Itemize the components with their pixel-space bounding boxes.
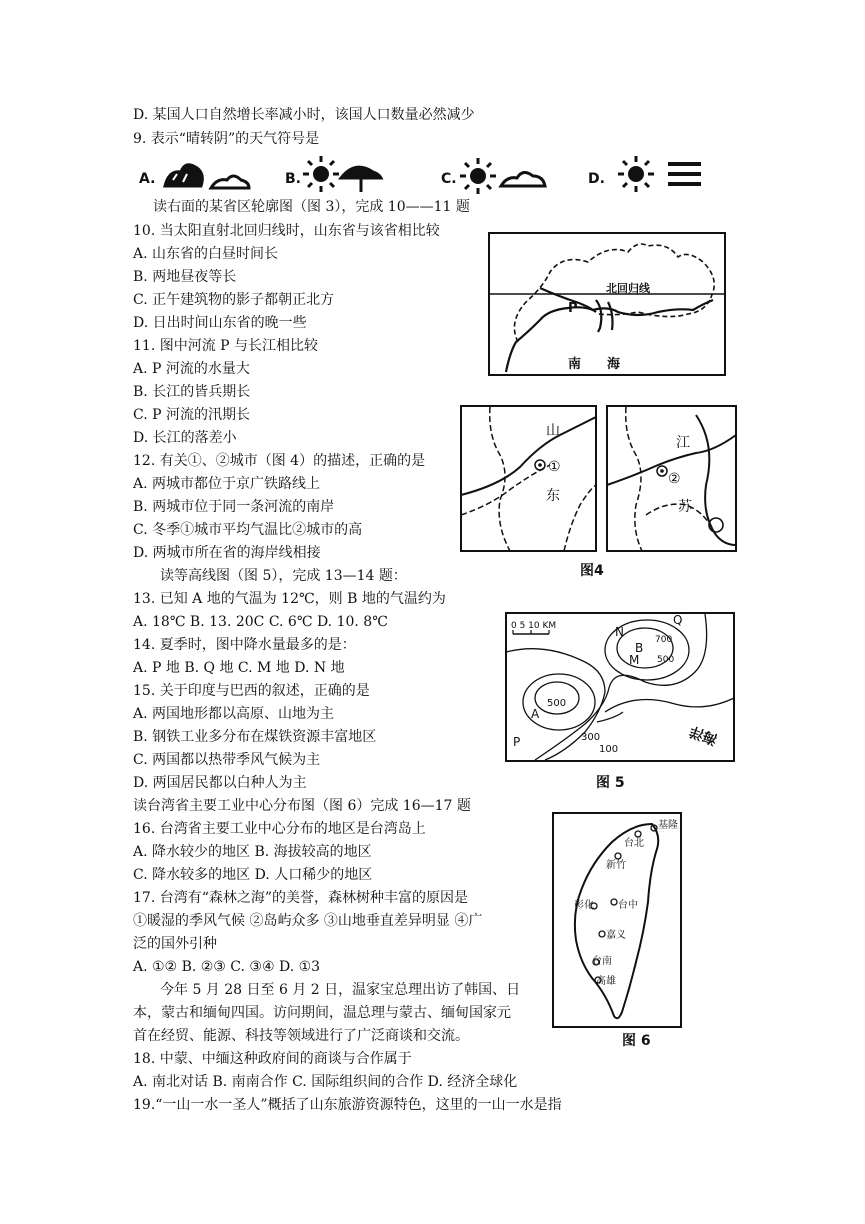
city-chiayi: 嘉义 <box>606 930 626 941</box>
point-b-label: B <box>635 641 644 655</box>
contour-300-label: 300 <box>581 732 601 743</box>
option-text: D. 日出时间山东省的晚一些 <box>133 315 307 331</box>
option-text: ①暖湿的季风气候 ②岛屿众多 ③山地垂直差异明显 ④广 <box>133 913 483 929</box>
option-text: A. P 河流的水量大 <box>133 361 250 377</box>
option-text: B. 钢铁工业多分布在煤铁资源丰富地区 <box>133 729 377 745</box>
instruction-16-17: 读台湾省主要工业中心分布图（图 6）完成 16—17 题 <box>133 798 471 814</box>
option-text: A. ①② B. ②③ C. ③④ D. ①3 <box>133 959 321 975</box>
sun-icon <box>618 156 654 192</box>
option-text: D. 长江的落差小 <box>133 430 237 446</box>
passage-line: 本，蒙古和缅甸四国。访问期间，温总理与蒙古、缅甸国家元 <box>133 1005 511 1021</box>
scale-label: 0 5 10 KM <box>511 621 557 631</box>
option-text: C. 正午建筑物的影子都朝正北方 <box>133 292 335 308</box>
option-text: A. 降水较少的地区 B. 海拔较高的地区 <box>133 844 372 860</box>
question-18: 18. 中蒙、中缅这种政府间的商谈与合作属于 <box>133 1051 412 1067</box>
question-17: 17. 台湾有“森林之海”的美誉，森林树种丰富的原因是 <box>133 890 469 906</box>
sea-label: 南 海 <box>568 357 621 372</box>
option-text: 泛的国外引种 <box>133 936 217 952</box>
jiang-label: 江 <box>676 435 690 451</box>
tropic-label: 北回归线 <box>606 282 650 295</box>
option-text: A. 两城市都位于京广铁路线上 <box>133 476 321 492</box>
figure-4-map-jiangsu <box>606 405 737 552</box>
option-text: A. 18℃ B. 13. 20C C. 6℃ D. 10. 8℃ <box>133 614 388 630</box>
option-text: A. 南北对话 B. 南南合作 C. 国际组织间的合作 D. 经济全球化 <box>133 1074 518 1090</box>
option-text: C. 降水较多的地区 D. 人口稀少的地区 <box>133 867 373 883</box>
city-taichung: 台中 <box>618 900 638 911</box>
question-13: 13. 已知 A 地的气温为 12℃，则 B 地的气温约为 <box>133 591 446 607</box>
option-text: D. 两国居民都以白种人为主 <box>133 775 307 791</box>
weather-symbols <box>133 150 713 195</box>
contour-500-label: 500 <box>657 655 675 665</box>
city-tainan: 台南 <box>592 956 612 967</box>
city-keelung: 基隆 <box>658 820 678 831</box>
city-kaohsiung: 高雄 <box>596 976 616 987</box>
figure-6-caption: 图 6 <box>622 1033 651 1049</box>
instruction-10-11: 读右面的某省区轮廓图（图 3），完成 10——11 题 <box>153 199 470 215</box>
question-9: 9. 表示“晴转阴”的天气符号是 <box>133 131 320 147</box>
option-b-label: B. <box>285 171 301 187</box>
umbrella-icon <box>341 167 381 192</box>
point-m-label: M <box>629 653 640 667</box>
text-line: D. 某国人口自然增长率减小时，该国人口数量必然减少 <box>133 107 475 123</box>
contour-100-label: 100 <box>599 744 619 755</box>
option-text: D. 两城市所在省的海岸线相接 <box>133 545 321 561</box>
point-a-label: A <box>531 707 540 721</box>
option-text: B. 两地昼夜等长 <box>133 269 237 285</box>
question-19: 19.“一山一水一圣人”概括了山东旅游资源特色，这里的一山一水是指 <box>133 1097 562 1113</box>
figure-6-taiwan-map <box>552 812 682 1028</box>
point-p-label: P <box>513 735 521 749</box>
question-16: 16. 台湾省主要工业中心分布的地区是台湾岛上 <box>133 821 426 837</box>
question-14: 14. 夏季时，图中降水量最多的是： <box>133 637 356 653</box>
passage-line: 首在经贸、能源、科技等领域进行了广泛商谈和交流。 <box>133 1028 469 1044</box>
figure-5-caption: 图 5 <box>596 775 625 791</box>
su-label: 苏 <box>678 499 692 515</box>
option-text: B. 两城市位于同一条河流的南岸 <box>133 499 335 515</box>
passage-line: 今年 5 月 28 日至 6 月 2 日，温家宝总理出访了韩国、日 <box>160 982 521 998</box>
option-text: C. 两国都以热带季风气候为主 <box>133 752 321 768</box>
question-11: 11. 图中河流 P 与长江相比较 <box>133 338 319 354</box>
option-text: A. P 地 B. Q 地 C. M 地 D. N 地 <box>133 660 345 676</box>
city-hsinchu: 新竹 <box>606 860 626 871</box>
cloud-icon <box>501 172 545 186</box>
sun-icon <box>303 156 339 192</box>
option-text: C. P 河流的汛期长 <box>133 407 250 423</box>
figure-4-caption: 图4 <box>580 563 604 579</box>
question-10: 10. 当太阳直射北回归线时，山东省与该省相比较 <box>133 223 440 239</box>
contour-500-label: 500 <box>547 698 567 709</box>
question-12: 12. 有关①、②城市（图 4）的描述，正确的是 <box>133 453 426 469</box>
option-c-label: C. <box>441 171 457 187</box>
option-text: A. 两国地形都以高原、山地为主 <box>133 706 335 722</box>
figure-4-map-shandong <box>460 405 597 552</box>
city-1-label: ① <box>548 459 561 475</box>
option-a-label: A. <box>139 171 156 187</box>
cloudy-icon <box>165 165 249 188</box>
instruction-13-14: 读等高线图（图 5），完成 13—14 题： <box>160 568 407 584</box>
dong-label: 东 <box>546 488 560 504</box>
sun-icon <box>460 158 496 194</box>
city-changhua: 彰化 <box>574 900 594 911</box>
river-p-label: P <box>568 301 578 316</box>
point-n-label: N <box>615 625 624 639</box>
option-text: C. 冬季①城市平均气温比②城市的高 <box>133 522 363 538</box>
option-text: A. 山东省的白昼时间长 <box>133 246 279 262</box>
question-15: 15. 关于印度与巴西的叙述，正确的是 <box>133 683 370 699</box>
city-2-label: ② <box>668 471 681 487</box>
city-taipei: 台北 <box>624 838 644 849</box>
figure-5-contour-map <box>505 612 735 762</box>
fog-icon <box>668 164 701 184</box>
option-text: B. 长江的皆兵期长 <box>133 384 251 400</box>
point-q-label: Q <box>673 613 683 627</box>
figure-3-map <box>488 232 726 376</box>
sea-label: 海洋 <box>687 722 720 748</box>
option-d-label: D. <box>588 171 605 187</box>
shan-label: 山 <box>546 423 560 439</box>
contour-700-label: 700 <box>655 635 673 645</box>
